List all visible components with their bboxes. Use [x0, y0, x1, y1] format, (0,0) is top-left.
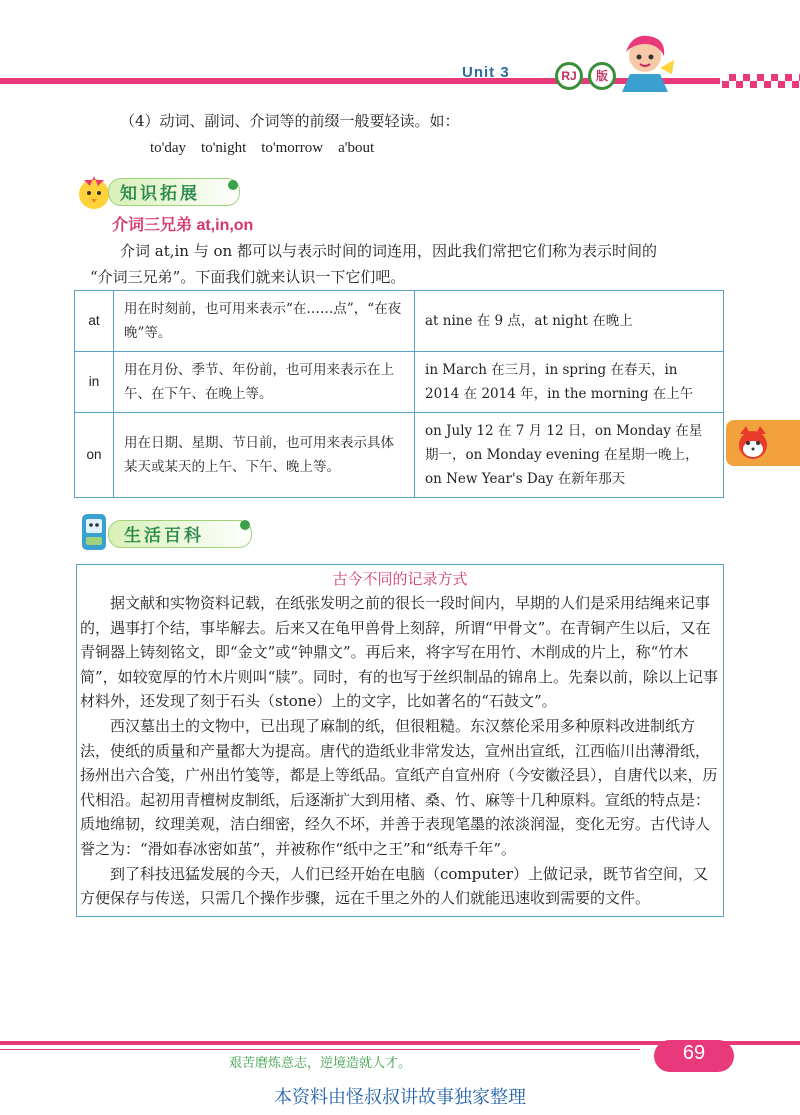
unit-label: Unit 3	[462, 64, 510, 81]
table-cell-examples: in March 在三月，in spring 在春天，in 2014 在 2014 年，in the morning 在上午	[415, 352, 724, 413]
title-dot-icon	[240, 520, 250, 530]
table-row	[75, 291, 724, 352]
title-dot-icon	[228, 180, 238, 190]
table-row	[75, 413, 724, 498]
knowledge-title: 知识拓展	[120, 184, 200, 204]
knowledge-para-line1: 介词 at,in 与 on 都可以与表示时间的词连用，因此我们常把它们称为表示时间的	[120, 242, 657, 260]
page-number: 69	[682, 1042, 706, 1064]
knowledge-para-line2: “介词三兄弟”。下面我们就来认识一下它们吧。	[90, 268, 406, 286]
record-methods-content	[80, 568, 720, 911]
table-cell-word: at	[75, 291, 114, 352]
table-cell-usage: 用在月份、季节、年份前，也可用来表示在上午、在下午、在晚上等。	[114, 352, 415, 413]
table-cell-usage: 用在时刻前，也可用来表示“在……点”，“在夜晚”等。	[114, 291, 415, 352]
box-title: 古今不同的记录方式	[332, 571, 468, 588]
cat-mascot-icon	[734, 424, 772, 462]
table-cell-examples: at nine 在 9 点，at night 在晚上	[415, 291, 724, 352]
article-paragraph: 到了科技迅猛发展的今天，人们已经开始在电脑（computer）上做记录，既节省空间，又方便保存与传送，只需几个操作步骤，远在千里之外的人们就能迅速收到需要的文件。	[80, 864, 708, 908]
table-cell-usage: 用在日期、星期、节日前，也可用来表示具体某天或某天的上午、下午、晚上等。	[114, 413, 415, 498]
prepositions-subtitle: 介词三兄弟 at,in,on	[112, 217, 254, 234]
stress-examples: to'day to'night to'morrow a'bout	[150, 140, 375, 156]
prepositions-table	[74, 290, 724, 498]
footer-motto: 艰苦磨炼意志，逆境造就人才。	[228, 1056, 411, 1071]
checker-decoration	[722, 74, 800, 88]
table-cell-word: on	[75, 413, 114, 498]
table-cell-examples: on July 12 在 7 月 12 日，on Monday 在星期一，on Monday evening 在星期一晚上，on New Year's Day 在新年那天	[415, 413, 724, 498]
table-cell-word: in	[75, 352, 114, 413]
article-paragraph: 据文献和实物资料记载，在纸张发明之前的很长一段时间内，早期的人们是采用结绳来记事的，遇事打个结，事毕解去。后来又在龟甲兽骨上刻辞，所谓“甲骨文”。在青铜产生以后，又在青铜器上铸刻铭文，即“金文”或“钟鼎文”。再后来，将字写在用竹、木削成的片上，称“竹木简”，如较宽厚的竹木片则叫“牍”。同时，有的也写于丝织制品的锦帛上。先秦以前，除以上记事材料外，还发现了刻于石头（stone）上的文字，比如著名的“石鼓文”。	[80, 594, 719, 711]
prefix-rule: （4）动词、副词、介词等的前缀一般要轻读。如：	[120, 112, 460, 130]
edition-badge: 版	[588, 62, 616, 90]
table-row	[75, 352, 724, 413]
fairy-mascot-icon	[612, 30, 678, 96]
article-paragraph: 西汉墓出土的文物中，已出现了麻制的纸，但很粗糙。东汉蔡伦采用多种原料改进制纸方法，使纸的质量和产量都大为提高。唐代的造纸业非常发达，宣州出宣纸，江西临川出薄滑纸，扬州出六合笺，广州出竹笺等，都是上等纸品。宣纸产自宣州府（今安徽泾县），自唐代以来，历代相沿。起初用青檀树皮制纸，后逐渐扩大到用楮、桑、竹、麻等十几种原料。宣纸的特点是：质地绵韧，纹理美观，洁白细密，经久不坏，并善于表现笔墨的浓淡润湿，变化无穷。古代诗人誉之为：“滑如春冰密如茧”，并被称作“纸中之王”和“纸寿千年”。	[80, 716, 718, 858]
credit-line: 本资料由怪叔叔讲故事独家整理	[274, 1087, 526, 1108]
footer-rule-thin	[0, 1049, 640, 1050]
life-title: 生活百科	[124, 526, 204, 546]
rj-badge: RJ	[555, 62, 583, 90]
